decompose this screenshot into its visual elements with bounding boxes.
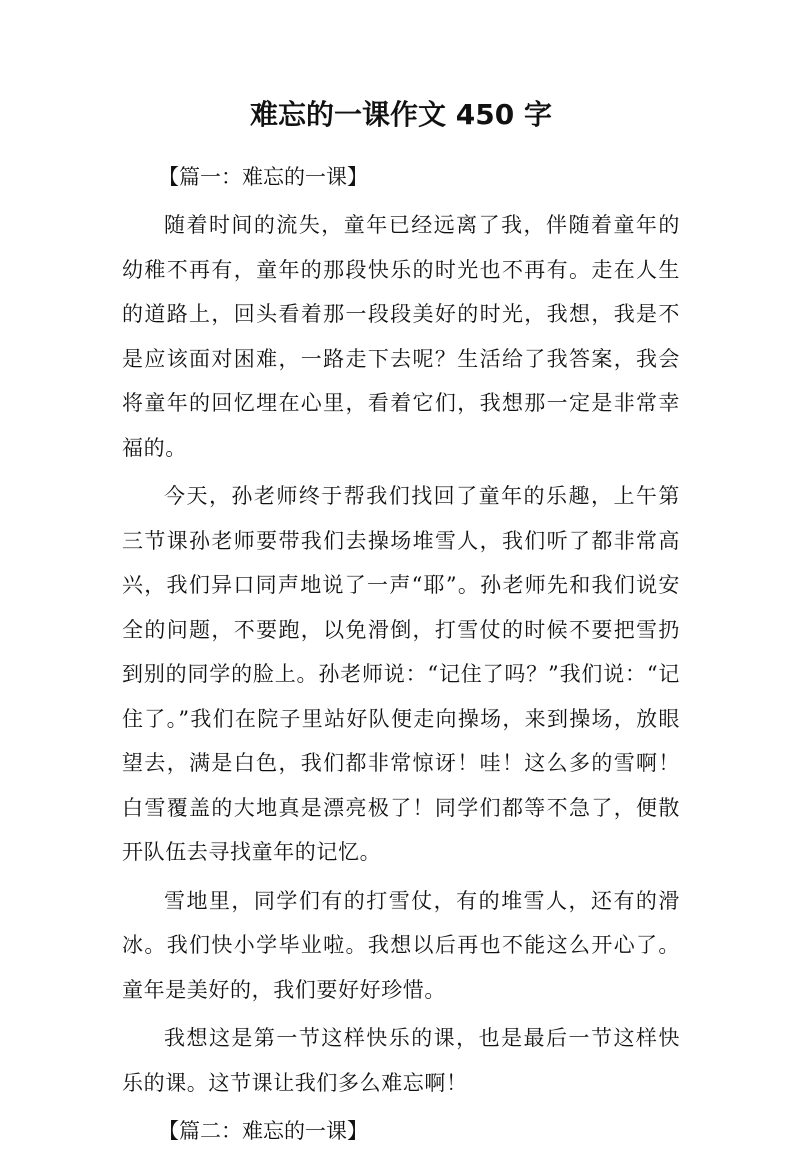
section-heading-2: 【篇二：难忘的一课】 [158, 1119, 368, 1143]
paragraph-4: 我想这是第一节这样快乐的课，也是最后一节这样快乐的课。这节课让我们多么难忘啊！ [122, 1026, 680, 1095]
document-title: 难忘的一课作文 450 字 [250, 98, 552, 131]
paragraph-2: 今天，孙老师终于帮我们找回了童年的乐趣，上午第三节课孙老师要带我们去操场堆雪人，我们听了都非常高兴，我们异口同声地说了一声“耶”。孙老师先和我们说安全的问题，不要跑，以免滑倒，打雪仗的时候不要把雪扔到别的同学的脸上。孙老师说：“记住了吗？”我们说：“记住了。”我们在院子里站好队便走向操场，来到操场，放眼望去，满是白色，我们都非常惊讶！哇！这么多的雪啊！白雪覆盖的大地真是漂亮极了！同学们都等不急了，便散开队伍去寻找童年的记忆。 [122, 484, 680, 864]
section-heading-1: 【篇一：难忘的一课】 [158, 165, 368, 189]
paragraph-1: 随着时间的流失，童年已经远离了我，伴随着童年的幼稚不再有，童年的那段快乐的时光也不再有。走在人生的道路上，回头看着那一段段美好的时光，我想，我是不是应该面对困难，一路走下去呢？生活给了我答案，我会将童年的回忆埋在心里，看着它们，我想那一定是非常幸福的。 [122, 213, 680, 460]
paragraph-3: 雪地里，同学们有的打雪仗，有的堆雪人，还有的滑冰。我们快小学毕业啦。我想以后再也不能这么开心了。童年是美好的，我们要好好珍惜。 [122, 888, 680, 1002]
